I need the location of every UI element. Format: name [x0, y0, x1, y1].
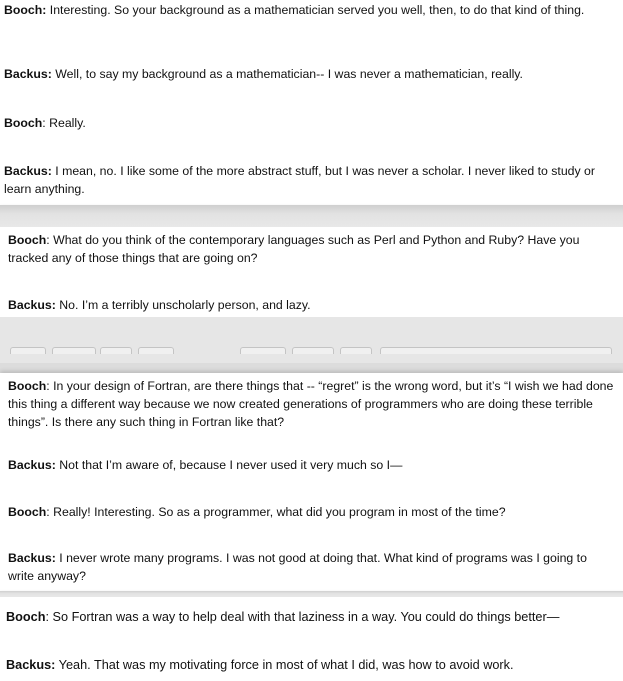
speaker-label: Backus: [6, 658, 56, 672]
speaker-label: Backus: [4, 164, 52, 178]
dialogue-text: : In your design of Fortran, are there things that -- “regret” is the wrong word, but it’s “I wish we had done this thing a different way because we now created generations of programmers who are doing these terrible things”. Is there any such thing in Fortran like that? [8, 379, 614, 429]
window-toolbar-fragment [0, 317, 623, 363]
toolbar-button [240, 347, 286, 354]
dialogue-text: I never wrote many programs. I was not good at doing that. What kind of programs was I going to write anyway? [8, 551, 587, 583]
toolbar-button [100, 347, 132, 354]
transcript-segment-2 [0, 227, 623, 317]
speaker-label: Booch [8, 379, 47, 393]
dialogue-text: : What do you think of the contemporary languages such as Perl and Python and Ruby? Have you tracked any of those things that are going on? [8, 233, 580, 265]
transcript-paragraph [8, 456, 614, 474]
dialogue-text: Well, to say my background as a mathematician-- I was never a mathematician, really. [51, 67, 523, 81]
speaker-label: Booch: [4, 3, 47, 17]
speaker-label: Booch [6, 610, 46, 624]
transcript-paragraph [4, 65, 616, 83]
toolbar-button [340, 347, 372, 354]
transcript-paragraph [8, 231, 616, 267]
speaker-label: Backus: [8, 458, 56, 472]
transcript-paragraph [4, 1, 616, 19]
screenshot-seam [0, 363, 623, 373]
toolbar-button [52, 347, 96, 354]
dialogue-text: Interesting. So your background as a mathematician served you well, then, to do that kind of thing. [46, 3, 585, 17]
transcript-paragraph [4, 162, 616, 198]
transcript-segment-4 [0, 597, 623, 681]
toolbar-button [10, 347, 46, 354]
dialogue-text: No. I’m a terribly unscholarly person, and lazy. [55, 298, 311, 312]
transcript-paragraph [6, 608, 618, 626]
dialogue-text: I mean, no. I like some of the more abstract stuff, but I was never a scholar. I never liked to study or learn anything. [4, 164, 595, 196]
speaker-label: Booch [4, 116, 43, 130]
transcript-segment-1 [0, 0, 623, 205]
dialogue-text: Not that I’m aware of, because I never used it very much so I— [55, 458, 403, 472]
speaker-label: Booch [8, 233, 47, 247]
transcript-paragraph [8, 549, 614, 585]
dialogue-text: : So Fortran was a way to help deal with that laziness in a way. You could do things better— [45, 610, 560, 624]
toolbar-search-field [380, 347, 612, 354]
screenshot-seam [0, 205, 623, 227]
speaker-label: Booch [8, 505, 47, 519]
speaker-label: Backus: [4, 67, 52, 81]
transcript-segment-3 [0, 373, 623, 591]
transcript-paragraph [8, 296, 616, 314]
transcript-paragraph [4, 114, 616, 132]
dialogue-text: : Really. [42, 116, 86, 130]
transcript-paragraph [8, 503, 614, 521]
speaker-label: Backus: [8, 298, 56, 312]
toolbar-button [138, 347, 174, 354]
speaker-label: Backus: [8, 551, 56, 565]
dialogue-text: : Really! Interesting. So as a programmer, what did you program in most of the time? [46, 505, 506, 519]
transcript-paragraph [8, 377, 614, 431]
dialogue-text: Yeah. That was my motivating force in most of what I did, was how to avoid work. [55, 658, 514, 672]
toolbar-button [292, 347, 334, 354]
transcript-paragraph [6, 656, 618, 674]
